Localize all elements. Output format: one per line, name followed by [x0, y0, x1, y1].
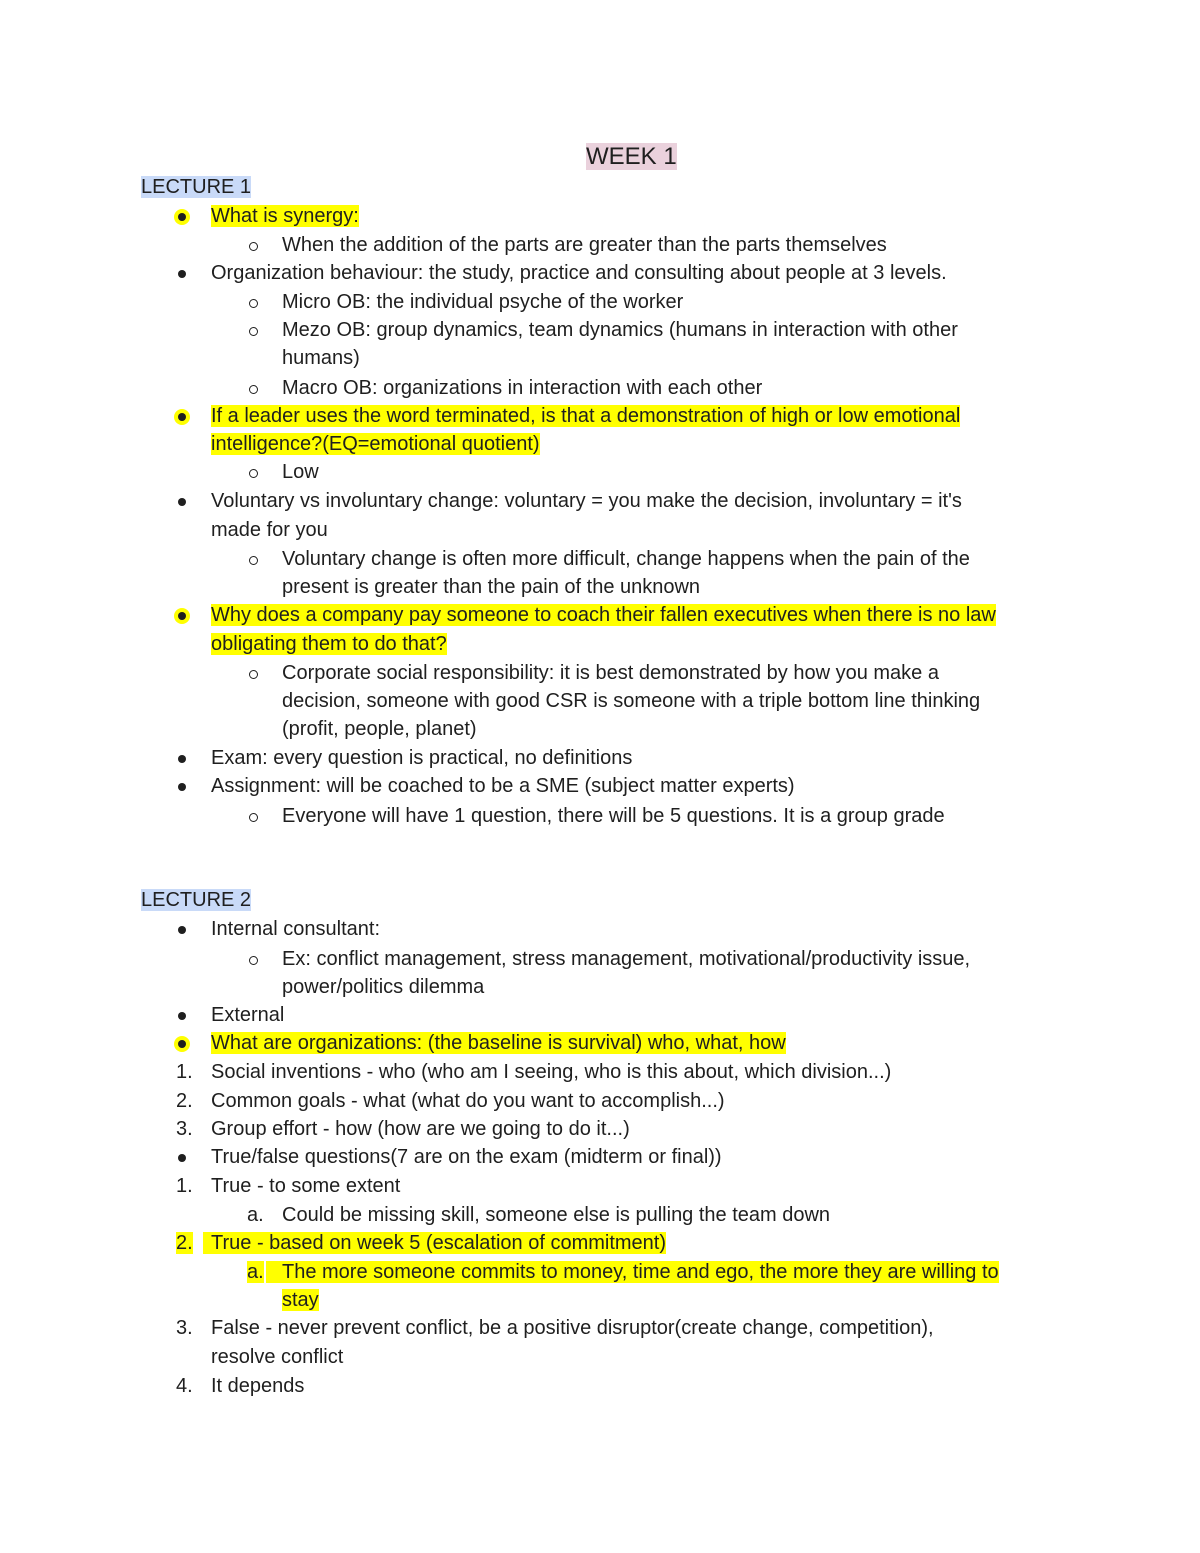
- list-item: When the addition of the parts are greater than the parts themselves: [282, 234, 887, 256]
- list-item-continuation: obligating them to do that?: [211, 633, 447, 655]
- bullet-icon: [178, 612, 186, 620]
- circle-bullet-icon: [249, 556, 258, 565]
- list-item: It depends: [211, 1375, 305, 1397]
- list-item: True - to some extent: [211, 1175, 401, 1197]
- circle-bullet-icon: [249, 469, 258, 478]
- bullet-icon: [178, 755, 186, 763]
- bullet-icon: [178, 498, 186, 506]
- list-item-continuation: intelligence?(EQ=emotional quotient): [211, 433, 540, 455]
- list-letter: a.: [247, 1261, 264, 1283]
- list-item: Corporate social responsibility: it is best demonstrated by how you make a: [282, 662, 939, 684]
- list-item: External: [211, 1004, 285, 1026]
- list-item: Voluntary vs involuntary change: voluntary = you make the decision, involuntary = it's: [211, 490, 962, 512]
- bullet-icon: [178, 213, 186, 221]
- list-item-continuation: made for you: [211, 519, 328, 541]
- circle-bullet-icon: [249, 956, 258, 965]
- list-item: Why does a company pay someone to coach their fallen executives when there is no law: [211, 604, 996, 626]
- list-item: Organization behaviour: the study, practice and consulting about people at 3 levels.: [211, 262, 947, 284]
- circle-bullet-icon: [249, 670, 258, 679]
- list-item: Exam: every question is practical, no definitions: [211, 747, 633, 769]
- list-item: Group effort - how (how are we going to do it...): [211, 1118, 630, 1140]
- list-number: 2.: [176, 1090, 193, 1112]
- list-number: 3.: [176, 1317, 193, 1339]
- list-item-continuation: (profit, people, planet): [282, 718, 477, 740]
- list-item: The more someone commits to money, time and ego, the more they are willing to: [266, 1258, 999, 1286]
- bullet-icon: [178, 1012, 186, 1020]
- list-item: Social inventions - who (who am I seeing, who is this about, which division...): [211, 1061, 892, 1083]
- list-number: 1.: [176, 1175, 193, 1197]
- list-item: Voluntary change is often more difficult, change happens when the pain of the: [282, 548, 970, 570]
- list-item-continuation: humans): [282, 347, 360, 369]
- list-item: Internal consultant:: [211, 918, 380, 940]
- list-number: 1.: [176, 1061, 193, 1083]
- list-item: What are organizations: (the baseline is survival) who, what, how: [211, 1032, 786, 1054]
- page-title: WEEK 1: [586, 143, 677, 170]
- list-item: False - never prevent conflict, be a positive disruptor(create change, competition),: [211, 1317, 934, 1339]
- bullet-icon: [178, 1154, 186, 1162]
- bullet-icon: [178, 1040, 186, 1048]
- circle-bullet-icon: [249, 299, 258, 308]
- list-item: If a leader uses the word terminated, is that a demonstration of high or low emotional: [211, 405, 961, 427]
- list-item: Mezo OB: group dynamics, team dynamics (humans in interaction with other: [282, 319, 958, 341]
- list-item: True - based on week 5 (escalation of commitment): [203, 1229, 666, 1257]
- list-item: What is synergy:: [211, 205, 359, 227]
- list-item-continuation: stay: [282, 1289, 319, 1311]
- list-item-continuation: resolve conflict: [211, 1346, 344, 1368]
- bullet-icon: [178, 783, 186, 791]
- list-item: Could be missing skill, someone else is pulling the team down: [282, 1204, 831, 1226]
- list-item: Macro OB: organizations in interaction with each other: [282, 377, 763, 399]
- circle-bullet-icon: [249, 327, 258, 336]
- list-item: Micro OB: the individual psyche of the worker: [282, 291, 684, 313]
- list-item-continuation: present is greater than the pain of the unknown: [282, 576, 701, 598]
- circle-bullet-icon: [249, 385, 258, 394]
- list-item: Common goals - what (what do you want to accomplish...): [211, 1090, 725, 1112]
- bullet-icon: [178, 413, 186, 421]
- circle-bullet-icon: [249, 813, 258, 822]
- list-number: 3.: [176, 1118, 193, 1140]
- list-number: 2.: [176, 1232, 193, 1254]
- list-item: Low: [282, 461, 319, 483]
- bullet-icon: [178, 926, 186, 934]
- bullet-icon: [178, 270, 186, 278]
- list-item: Assignment: will be coached to be a SME (subject matter experts): [211, 775, 795, 797]
- list-item-continuation: decision, someone with good CSR is someone with a triple bottom line thinking: [282, 690, 981, 712]
- list-item: Ex: conflict management, stress management, motivational/productivity issue,: [282, 948, 971, 970]
- lecture-1-heading: LECTURE 1: [141, 176, 252, 198]
- list-item-continuation: power/politics dilemma: [282, 976, 485, 998]
- list-number: 4.: [176, 1375, 193, 1397]
- list-letter: a.: [247, 1204, 264, 1226]
- list-item: Everyone will have 1 question, there will be 5 questions. It is a group grade: [282, 805, 945, 827]
- list-item: True/false questions(7 are on the exam (midterm or final)): [211, 1146, 722, 1168]
- circle-bullet-icon: [249, 242, 258, 251]
- lecture-2-heading: LECTURE 2: [141, 889, 252, 911]
